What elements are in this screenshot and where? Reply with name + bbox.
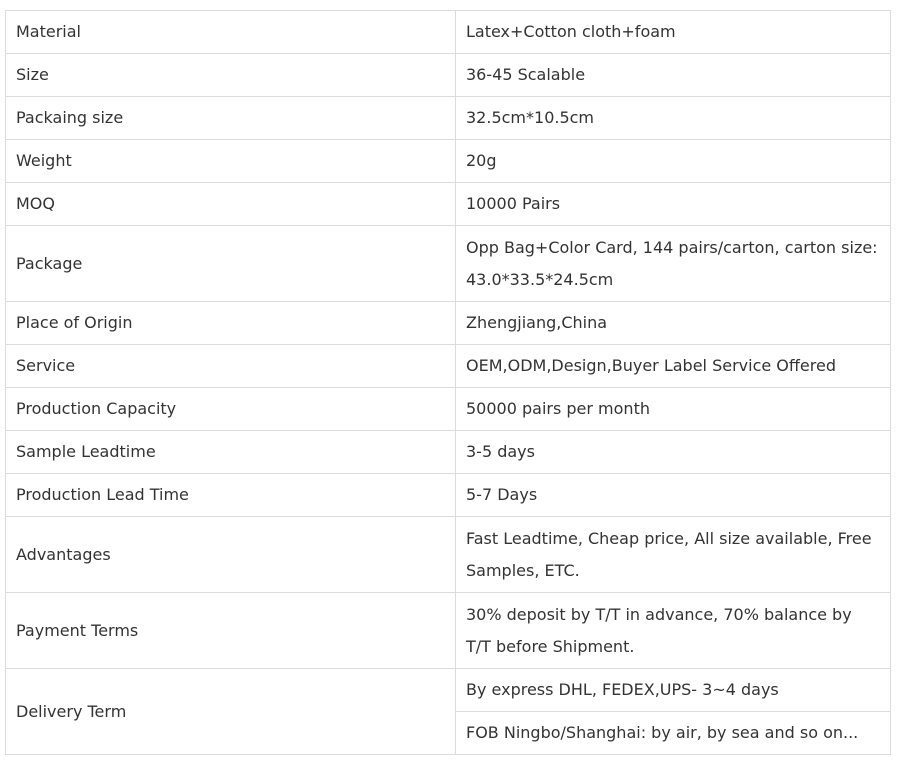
table-row [6,431,891,474]
spec-value: 20g [456,140,891,183]
spec-value: OEM,ODM,Design,Buyer Label Service Offered [456,345,891,388]
spec-value: Opp Bag+Color Card, 144 pairs/carton, carton size: 43.0*33.5*24.5cm [456,226,891,302]
table-row [6,517,891,593]
table-row [6,388,891,431]
spec-value: Zhengjiang,China [456,302,891,345]
spec-key: Production Capacity [6,388,456,431]
table-row [6,140,891,183]
spec-table [5,10,891,755]
spec-key: Advantages [6,517,456,593]
spec-value: 36-45 Scalable [456,54,891,97]
table-row [6,302,891,345]
spec-value: 5-7 Days [456,474,891,517]
spec-value: FOB Ningbo/Shanghai: by air, by sea and so on... [456,712,891,755]
spec-key: Place of Origin [6,302,456,345]
spec-value: 3-5 days [456,431,891,474]
spec-key: Material [6,11,456,54]
table-row [6,226,891,302]
spec-value: 30% deposit by T/T in advance, 70% balance by T/T before Shipment. [456,593,891,669]
spec-value: Fast Leadtime, Cheap price, All size available, Free Samples, ETC. [456,517,891,593]
table-row [6,345,891,388]
spec-key: MOQ [6,183,456,226]
spec-key: Delivery Term [6,669,456,755]
spec-value: Latex+Cotton cloth+foam [456,11,891,54]
spec-key: Production Lead Time [6,474,456,517]
spec-key: Weight [6,140,456,183]
spec-key: Package [6,226,456,302]
spec-key: Sample Leadtime [6,431,456,474]
spec-value: By express DHL, FEDEX,UPS- 3~4 days [456,669,891,712]
spec-key: Packaing size [6,97,456,140]
spec-key: Size [6,54,456,97]
table-row [6,54,891,97]
table-row [6,97,891,140]
spec-value: 50000 pairs per month [456,388,891,431]
spec-key: Payment Terms [6,593,456,669]
table-row [6,474,891,517]
table-row [6,183,891,226]
spec-key: Service [6,345,456,388]
table-row [6,669,891,712]
spec-value: 10000 Pairs [456,183,891,226]
table-row [6,593,891,669]
spec-value: 32.5cm*10.5cm [456,97,891,140]
table-row [6,11,891,54]
